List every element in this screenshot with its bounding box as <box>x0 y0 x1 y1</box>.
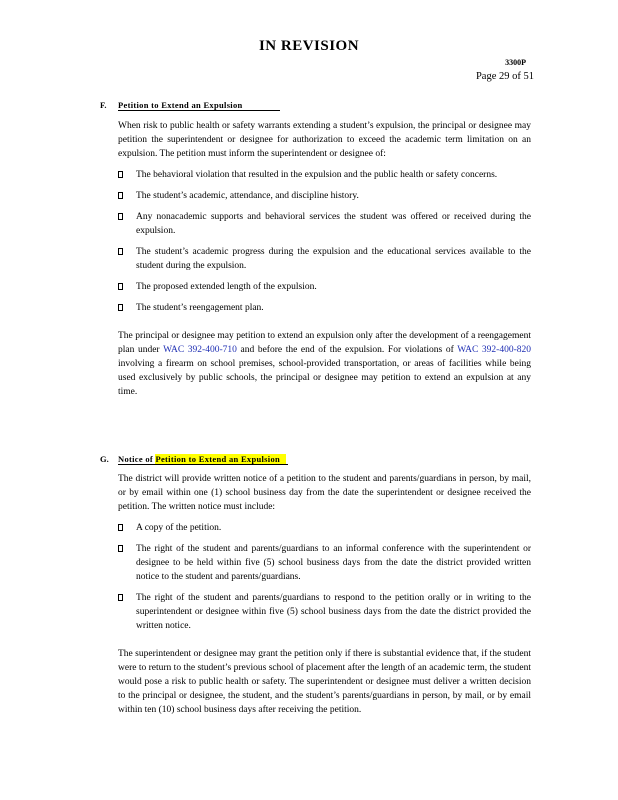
page-number: Page 29 of 51 <box>475 71 534 82</box>
page-title: IN REVISION <box>258 38 360 54</box>
section-g-closing: The superintendent or designee may grant the petition only if there is substantial evidence that, if the student were to return to the student’s previous school of placement after the length of an academic term, the student would pose a risk to public health or safety. The superintendent or designee must deliver a written decision to the principal or designee, the student, and the student’s parents/guardians in person, by mail, or by email within ten (10) school business days after receiving the petition. <box>118 649 531 715</box>
checkbox-bullet-icon <box>118 594 123 601</box>
checkbox-bullet-icon <box>118 248 123 255</box>
list-item: The student’s academic, attendance, and discipline history. <box>118 189 531 203</box>
list-item: The right of the student and parents/guardians to an informal conference with the superintendent or designee to be held within five (5) school business days from the date the district provided written notice to the student and parents/guardians. <box>118 542 531 584</box>
section-g-heading <box>100 454 288 465</box>
list-item: The right of the student and parents/guardians to respond to the petition orally or in writing to the superintendent or designee within five (5) school business days from the date the district provided the written notice. <box>118 591 531 633</box>
list-item: A copy of the petition. <box>118 521 531 535</box>
section-g-list <box>118 521 531 633</box>
section-f-body <box>118 119 531 399</box>
section-f-intro: When risk to public health or safety warrants extending a student’s expulsion, the principal or designee may petition the superintendent or designee for authorization to exceed the academic term limitation on an expulsion. The petition must inform the superintendent or designee of: <box>118 121 531 159</box>
list-item: The proposed extended length of the expulsion. <box>118 280 531 294</box>
checkbox-bullet-icon <box>118 545 123 552</box>
checkbox-bullet-icon <box>118 304 123 311</box>
policy-number: 3300P <box>505 58 526 67</box>
section-g-intro: The district will provide written notice of a petition to the student and parents/guardians in person, by mail, or by email within one (1) school business day from the date the superintendent or designee received the petition. The written notice must include: <box>118 474 531 512</box>
section-g-letter: G. <box>100 454 109 464</box>
list-item: Any nonacademic supports and behavioral services the student was offered or received during the expulsion. <box>118 210 531 238</box>
wac-link-710[interactable]: WAC 392-400-710 <box>163 345 237 355</box>
checkbox-bullet-icon <box>118 524 123 531</box>
section-f-closing: The principal or designee may petition to extend an expulsion only after the development of a reengagement plan under WAC 392-400-710 and before the end of the expulsion. For violations of WAC 392-400-820 involving a firearm on school premises, school-provided transportation, or areas of facilities while being used exclusively by public schools, the principal or designee may petition to extend an expulsion at any time. <box>118 331 531 397</box>
wac-link-820[interactable]: WAC 392-400-820 <box>457 345 531 355</box>
section-f-heading <box>100 100 280 111</box>
section-g-body <box>118 472 531 633</box>
checkbox-bullet-icon <box>118 171 123 178</box>
list-item: The student’s academic progress during the expulsion and the educational services available to the student during the expulsion. <box>118 245 531 273</box>
section-f-title: Petition to Extend an Expulsion <box>118 100 280 111</box>
section-f-list <box>118 168 531 315</box>
list-item: The student’s reengagement plan. <box>118 301 531 315</box>
section-f-letter: F. <box>100 100 107 110</box>
checkbox-bullet-icon <box>118 192 123 199</box>
checkbox-bullet-icon <box>118 213 123 220</box>
section-g-title-prefix: Notice of <box>118 454 154 464</box>
checkbox-bullet-icon <box>118 283 123 290</box>
section-g-title-highlight: Petition to Extend an Expulsion <box>155 454 286 464</box>
list-item: The behavioral violation that resulted in the expulsion and the public health or safety concerns. <box>118 168 531 182</box>
